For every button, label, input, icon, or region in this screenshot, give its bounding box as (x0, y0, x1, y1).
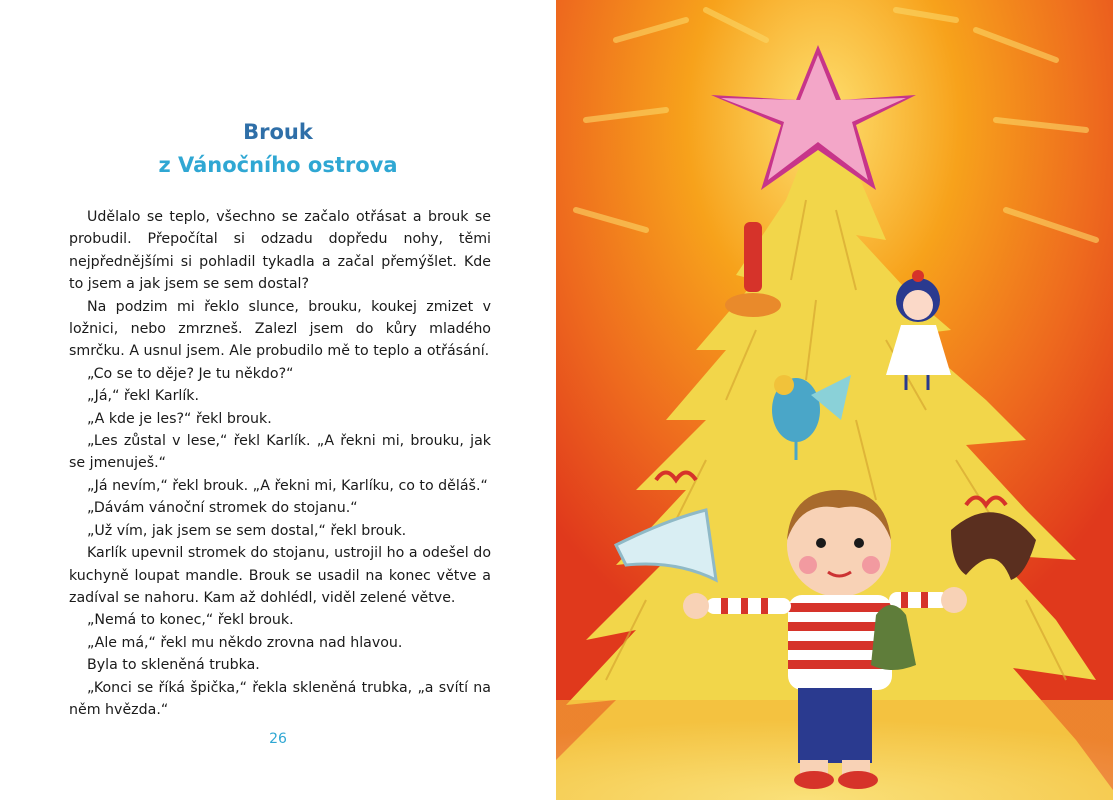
paragraph: „Už vím, jak jsem se sem dostal,“ řekl brouk. (87, 522, 407, 539)
paragraph: Udělalo se teplo, všechno se začalo otřásat a brouk se probudil. Přepočítal si odzadu dopředu nohy, těmi nejpřednějšími si pohladil tykadla a začal přemýšlet. Kde to jsem a jak jsem se sem dostal? (69, 209, 491, 293)
paragraph: „A kde je les?“ řekl brouk. (87, 410, 272, 427)
paragraph: „Co se to děje? Je tu někdo?“ (87, 365, 294, 382)
illustration-page (556, 0, 1113, 800)
paragraph: Na podzim mi řeklo slunce, brouku, koukej zmizet v ložnici, nebo zmrzneš. Zalezl jsem do kůry mladého smrčku. A usnul jsem. Ale probudilo mě to teplo a otřásání. (69, 298, 491, 360)
paragraph: Byla to skleněná trubka. (87, 657, 260, 674)
paragraph: „Já,“ řekl Karlík. (87, 388, 200, 405)
paragraph: „Nemá to konec,“ řekl brouk. (87, 612, 294, 629)
paragraph: „Já nevím,“ řekl brouk. „A řekni mi, Karlíku, co to děláš.“ (87, 477, 488, 494)
paragraph: „Ale má,“ řekl mu někdo zrovna nad hlavou. (87, 634, 403, 651)
page-number: 26 (269, 731, 287, 747)
paragraph: „Konci se říká špička,“ řekla skleněná trubka, „a svítí na něm hvězda.“ (69, 679, 491, 718)
paragraph: Karlík upevnil stromek do stojanu, ustrojil ho a odešel do kuchyně loupat mandle. Brouk se usadil na konec větve a zadíval se nahoru. Kam až dohlédl, viděl zelené větve. (69, 545, 491, 606)
story-text (69, 206, 491, 721)
story-title: Brouk (243, 120, 313, 144)
paragraph: „Les zůstal v lese,“ řekl Karlík. „A řekni mi, brouku, jak se jmenuješ.“ (69, 433, 491, 472)
story-subtitle: z Vánočního ostrova (158, 153, 398, 177)
paragraph: „Dávám vánoční stromek do stojanu.“ (87, 500, 358, 517)
left-page (0, 0, 556, 800)
christmas-tree-illustration (556, 0, 1113, 800)
